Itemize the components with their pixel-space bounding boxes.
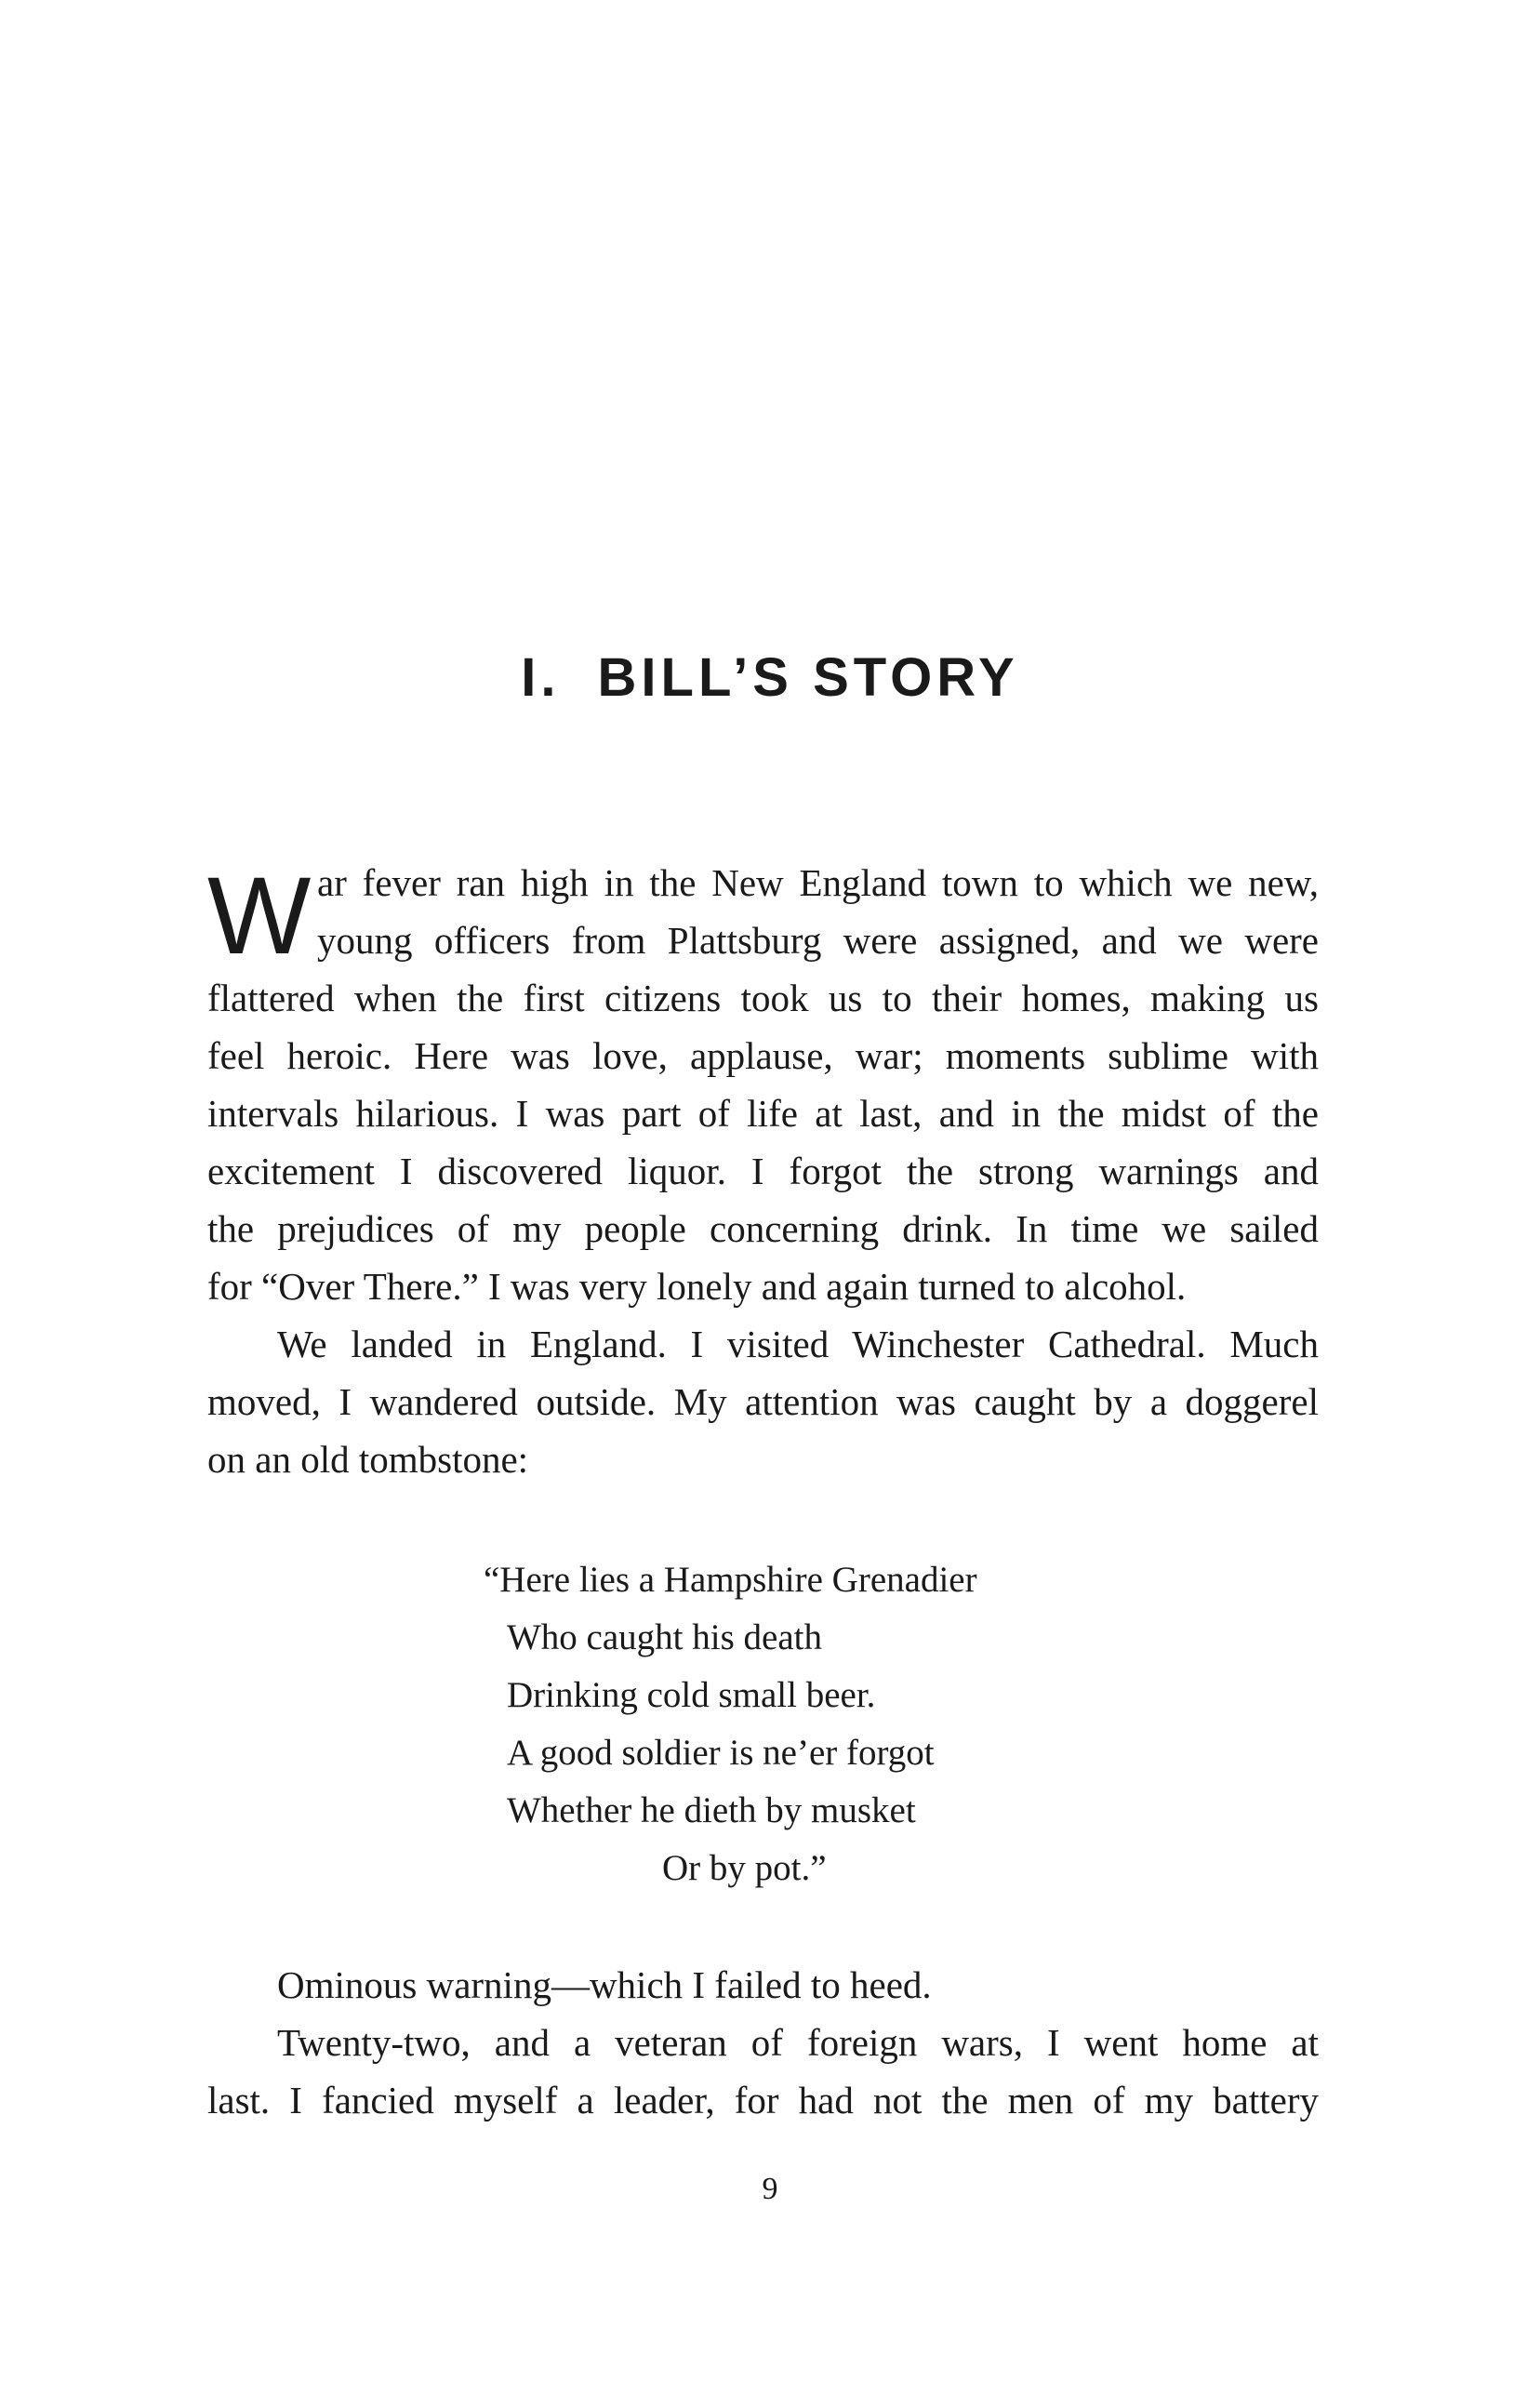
- poem-line: Or by pot.”: [662, 1848, 827, 1888]
- epitaph-poem: [484, 1551, 1135, 1897]
- paragraph-line: moved, I wandered outside. My attention was caught by a doggerel: [207, 1380, 1319, 1423]
- paragraph-line: Twenty-two, and a veteran of foreign wars, I went home at: [277, 2021, 1319, 2064]
- paragraph-line: intervals hilarious. I was part of life at last, and in the midst of the: [207, 1092, 1319, 1135]
- page-number: 9: [762, 2172, 778, 2206]
- paragraph-line: the prejudices of my people concerning drink. In time we sailed: [207, 1207, 1319, 1250]
- body-text-lower: [207, 1956, 1319, 2129]
- poem-line: A good soldier is ne’er forgot: [507, 1733, 935, 1773]
- poem-line: Whether he dieth by musket: [507, 1790, 916, 1830]
- paragraph-line: last. I fancied myself a leader, for had not the men of my battery: [207, 2079, 1319, 2122]
- paragraph-line: ar fever ran high in the New England town to which we new,: [317, 861, 1319, 904]
- paragraph-line: feel heroic. Here was love, applause, war; moments sublime with: [207, 1034, 1319, 1077]
- poem-line: “Here lies a Hampshire Grenadier: [484, 1560, 977, 1600]
- body-text-upper: [207, 854, 1319, 1488]
- chapter-title: [0, 646, 1540, 709]
- chapter-number: I.: [521, 647, 561, 708]
- poem-line: Who caught his death: [507, 1617, 822, 1657]
- drop-cap: W: [207, 855, 312, 978]
- paragraph-line: excitement I discovered liquor. I forgot the strong warnings and: [207, 1150, 1319, 1192]
- paragraph-line: young officers from Plattsburg were assigned, and we were: [317, 919, 1319, 962]
- paragraph-line: flattered when the first citizens took us to their homes, making us: [207, 977, 1319, 1019]
- poem-line: Drinking cold small beer.: [507, 1675, 876, 1715]
- paragraph-line: for “Over There.” I was very lonely and again turned to alcohol.: [207, 1265, 1187, 1308]
- paragraph-line: We landed in England. I visited Winchester Cathedral. Much: [277, 1323, 1319, 1365]
- chapter-name: BILL’S STORY: [597, 647, 1019, 708]
- paragraph-line: Ominous warning—which I failed to heed.: [277, 1963, 932, 2006]
- paragraph-line: on an old tombstone:: [207, 1438, 529, 1481]
